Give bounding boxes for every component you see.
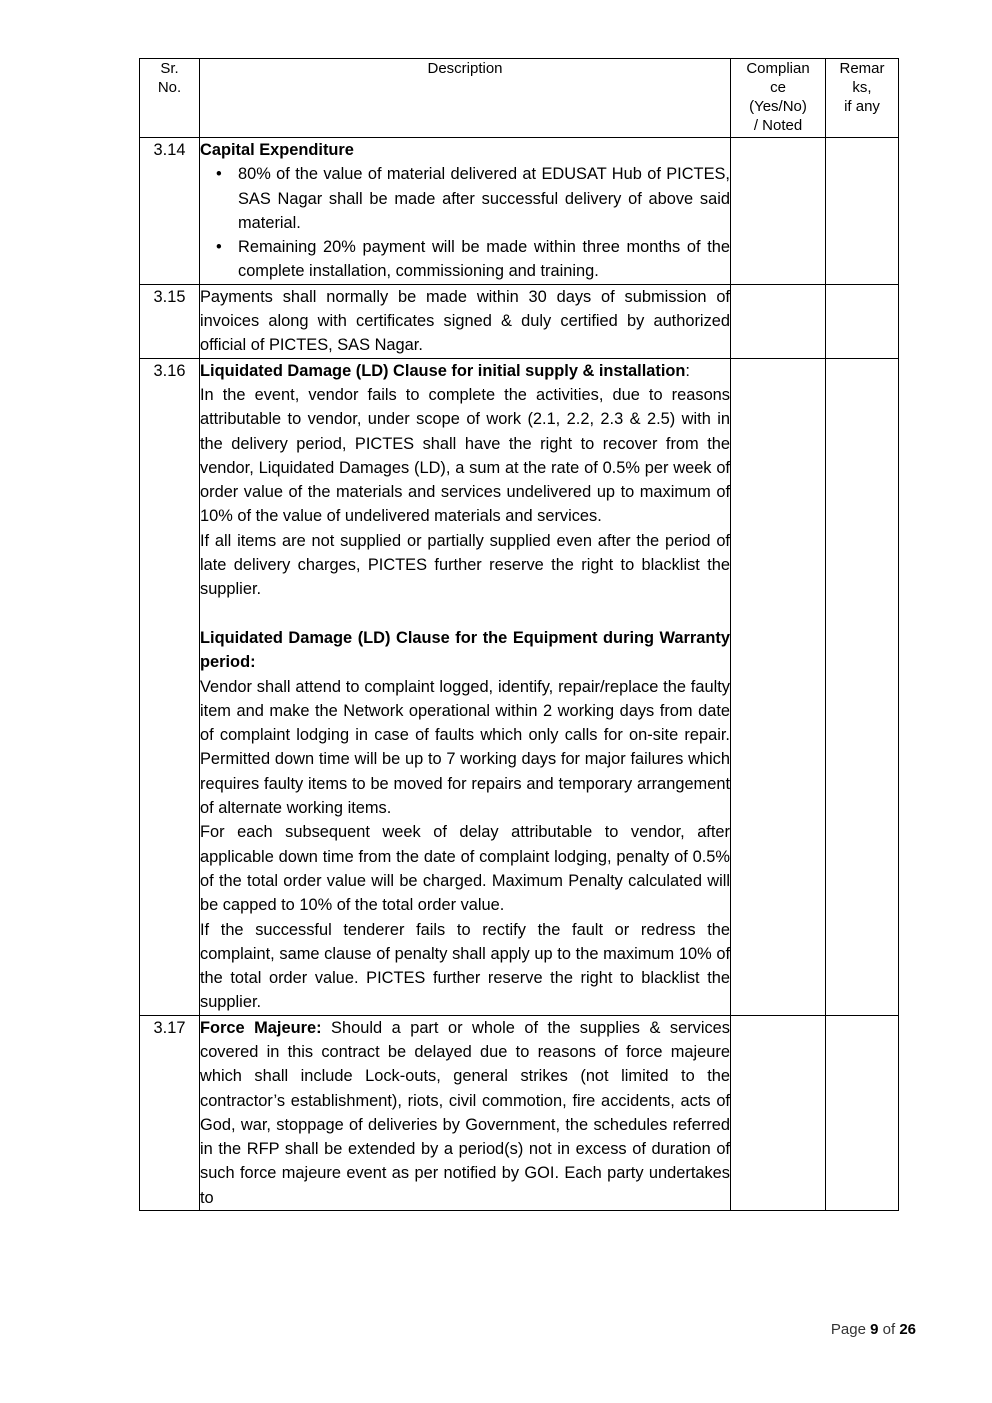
description-cell: [200, 1015, 731, 1210]
sr-number: 3.15: [140, 284, 200, 358]
list-item: • 80% of the value of material delivered at EDUSAT Hub of PICTES, SAS Nagar shall be made after successful delivery of above said material.: [200, 162, 730, 235]
header-description: Description: [200, 59, 731, 138]
clause-title: Capital Expenditure: [200, 141, 354, 159]
table-row: [140, 284, 899, 358]
table-row: [140, 358, 899, 1015]
compliance-cell[interactable]: [731, 358, 826, 1015]
clause-title: Liquidated Damage (LD) Clause for the Equipment during Warranty period:: [200, 628, 730, 672]
clause-title: Liquidated Damage (LD) Clause for initial supply & installation:: [200, 361, 690, 380]
remarks-cell[interactable]: [826, 284, 899, 358]
spacer: [200, 602, 730, 626]
table-row: [140, 1015, 899, 1210]
compliance-cell[interactable]: [731, 1015, 826, 1210]
compliance-table: [139, 58, 899, 1211]
sr-number: 3.14: [140, 138, 200, 285]
bullet-icon: •: [216, 238, 222, 257]
remarks-cell[interactable]: [826, 358, 899, 1015]
compliance-cell[interactable]: [731, 138, 826, 285]
clause-paragraph: Vendor shall attend to complaint logged, identify, repair/replace the faulty item and make the Network operational within 2 working days from date of complaint lodging in case of faults which only calls for on-site repair. Permitted down time will be up to 7 working days for major failures which requires faulty items to be moved for repairs and temporary arrangement of alternate working items.: [200, 677, 730, 818]
bullet-list: [200, 162, 730, 283]
description-cell: [200, 358, 731, 1015]
page-number: 9: [870, 1321, 879, 1338]
description-cell: [200, 138, 731, 285]
header-compliance: Complian ce (Yes/No) / Noted: [731, 59, 826, 138]
clause-paragraph: For each subsequent week of delay attributable to vendor, after applicable down time from the date of complaint lodging, penalty of 0.5% of the total order value will be charged. Maximum Penalty calculated will be capped to 10% of the total order value.: [200, 823, 730, 915]
sr-number: 3.16: [140, 358, 200, 1015]
page-of-label: of: [882, 1321, 896, 1338]
clause-paragraph: Force Majeure: Should a part or whole of the supplies & services covered in this contract be delayed due to reasons of force majeure which shall include Lock-outs, general strikes (not limited to the contractor’s establishment), riots, civil commotion, fire accidents, acts of God, war, stoppage of deliveries by Government, the schedules referred in the RFP shall be extended by a period(s) not in excess of duration of such force majeure event as per notified by GOI. Each party undertakes to: [200, 1018, 730, 1207]
sr-number: 3.17: [140, 1015, 200, 1210]
clause-text: Payments shall normally be made within 30 days of submission of invoices along with certificates signed & duly certified by authorized official of PICTES, SAS Nagar.: [200, 287, 730, 355]
description-cell: [200, 284, 731, 358]
bullet-icon: •: [216, 165, 222, 184]
compliance-cell[interactable]: [731, 284, 826, 358]
header-row: [140, 59, 899, 138]
remarks-cell[interactable]: [826, 138, 899, 285]
clause-paragraph: In the event, vendor fails to complete the activities, due to reasons attributable to vendor, under scope of work (2.1, 2.2, 2.3 & 2.5) with in the delivery period, PICTES shall have the right to recover from the vendor, Liquidated Damages (LD), a sum at the rate of 0.5% per week of order value of the materials and services undelivered up to maximum of 10% of the value of undelivered materials and services.: [200, 385, 730, 526]
header-sr-no: Sr. No.: [140, 59, 200, 138]
list-item: • Remaining 20% payment will be made within three months of the complete installation, commissioning and training.: [200, 235, 730, 284]
table-row: [140, 138, 899, 285]
clause-paragraph: If all items are not supplied or partially supplied even after the period of late delivery charges, PICTES further reserve the right to blacklist the supplier.: [200, 531, 730, 599]
page-total: 26: [899, 1321, 916, 1338]
remarks-cell[interactable]: [826, 1015, 899, 1210]
clause-paragraph: If the successful tenderer fails to rectify the fault or redress the complaint, same clause of penalty shall apply up to the maximum 10% of the total order value. PICTES further reserve the right to blacklist the supplier.: [200, 920, 730, 1012]
page-label: Page: [830, 1321, 866, 1338]
page-footer: [831, 1321, 916, 1338]
header-remarks: Remar ks, if any: [826, 59, 899, 138]
